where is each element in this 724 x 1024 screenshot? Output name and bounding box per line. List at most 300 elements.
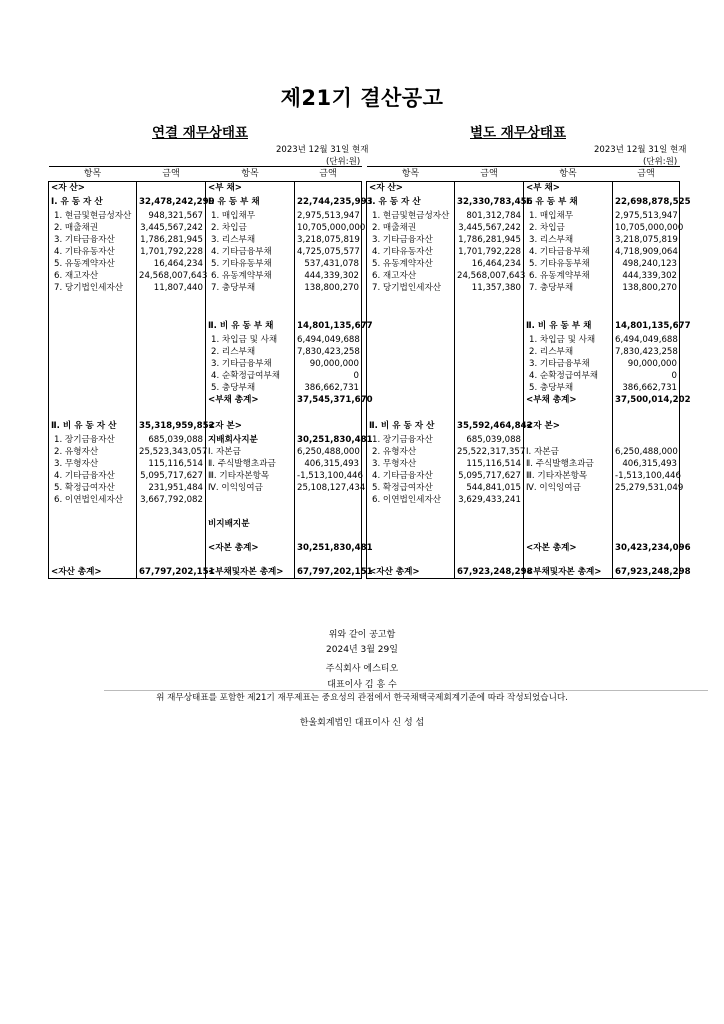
table-row bbox=[49, 494, 362, 506]
amount-cell bbox=[613, 406, 680, 418]
table-row bbox=[49, 370, 362, 382]
table-row bbox=[367, 446, 680, 458]
amount-cell: 3,218,075,819 bbox=[295, 234, 362, 246]
table-row bbox=[367, 542, 680, 554]
amount-cell bbox=[137, 406, 206, 418]
table-row bbox=[49, 358, 362, 370]
amount-cell: 3,629,433,241 bbox=[455, 494, 524, 506]
table-row bbox=[49, 346, 362, 358]
amount-cell bbox=[455, 318, 524, 334]
amount-cell: 7,830,423,258 bbox=[613, 346, 680, 358]
table-row bbox=[367, 566, 680, 579]
amount-cell: 386,662,731 bbox=[295, 382, 362, 394]
table-row bbox=[49, 518, 362, 530]
table-row bbox=[367, 518, 680, 530]
amount-cell: -1,513,100,446 bbox=[295, 470, 362, 482]
amount-cell: 35,592,464,842 bbox=[455, 418, 524, 434]
table-row bbox=[367, 246, 680, 258]
item-cell: <부 채> bbox=[524, 182, 613, 195]
amount-cell bbox=[295, 306, 362, 318]
amount-cell bbox=[137, 382, 206, 394]
item-cell: 2. 리스부채 bbox=[524, 346, 613, 358]
amount-cell bbox=[455, 346, 524, 358]
item-cell bbox=[524, 506, 613, 518]
amount-cell: 406,315,493 bbox=[613, 458, 680, 470]
amount-cell bbox=[455, 518, 524, 530]
amount-cell: 90,000,000 bbox=[295, 358, 362, 370]
amount-cell: 444,339,302 bbox=[613, 270, 680, 282]
audit-note: 위 재무상태표를 포함한 제21기 재무제표는 중요성의 관점에서 한국채택국제회계기준에 따라 작성되었습니다. bbox=[156, 693, 568, 703]
table-row bbox=[367, 234, 680, 246]
amount-cell: 406,315,493 bbox=[295, 458, 362, 470]
amount-cell: 3,667,792,082 bbox=[137, 494, 206, 506]
table-row bbox=[367, 554, 680, 566]
amount-cell: 10,705,000,000 bbox=[613, 222, 680, 234]
amount-cell: 801,312,784 bbox=[455, 210, 524, 222]
table-row bbox=[367, 458, 680, 470]
column-header: 항목 bbox=[524, 167, 613, 182]
item-cell bbox=[367, 542, 455, 554]
amount-cell bbox=[137, 182, 206, 195]
table-row bbox=[367, 222, 680, 234]
table-row bbox=[49, 318, 362, 334]
table-row bbox=[367, 282, 680, 294]
item-cell: 비지배지분 bbox=[206, 518, 295, 530]
table-row bbox=[367, 406, 680, 418]
item-cell bbox=[367, 530, 455, 542]
item-cell: 4. 기타금융부채 bbox=[524, 246, 613, 258]
item-cell: 7. 당기법인세자산 bbox=[49, 282, 137, 294]
item-cell bbox=[49, 358, 137, 370]
amount-cell bbox=[613, 494, 680, 506]
item-cell: <자산 총계> bbox=[367, 566, 455, 579]
consolidated-heading: 연결 재무상태표 bbox=[152, 125, 248, 141]
separate-balance-sheet bbox=[366, 166, 691, 579]
amount-cell bbox=[613, 554, 680, 566]
amount-cell: 1,701,792,228 bbox=[455, 246, 524, 258]
amount-cell: 32,478,242,299 bbox=[137, 194, 206, 210]
amount-cell bbox=[137, 530, 206, 542]
amount-cell: 16,464,234 bbox=[455, 258, 524, 270]
amount-cell: 115,116,514 bbox=[137, 458, 206, 470]
item-cell bbox=[49, 554, 137, 566]
amount-cell: 67,923,248,298 bbox=[613, 566, 680, 579]
amount-cell: 138,800,270 bbox=[613, 282, 680, 294]
item-cell: 5. 유동계약자산 bbox=[367, 258, 455, 270]
table-row bbox=[49, 542, 362, 554]
amount-cell: 498,240,123 bbox=[613, 258, 680, 270]
amount-cell: 24,568,007,643 bbox=[455, 270, 524, 282]
amount-cell: 948,321,567 bbox=[137, 210, 206, 222]
amount-cell bbox=[455, 334, 524, 346]
amount-cell: 231,951,484 bbox=[137, 482, 206, 494]
amount-cell: 6,250,488,000 bbox=[295, 446, 362, 458]
amount-cell bbox=[137, 318, 206, 334]
amount-cell: 4,718,909,064 bbox=[613, 246, 680, 258]
item-cell bbox=[367, 518, 455, 530]
table-row bbox=[367, 434, 680, 446]
column-header: 항목 bbox=[206, 167, 295, 182]
amount-cell: 537,431,078 bbox=[295, 258, 362, 270]
item-cell: 5. 충당부채 bbox=[524, 382, 613, 394]
amount-cell: 2,975,513,947 bbox=[613, 210, 680, 222]
item-cell: 1. 현금및현금성자산 bbox=[49, 210, 137, 222]
item-cell: 3. 기타금융부채 bbox=[206, 358, 295, 370]
item-cell bbox=[524, 530, 613, 542]
amount-cell: 6,494,049,688 bbox=[295, 334, 362, 346]
item-cell bbox=[524, 294, 613, 306]
consolidated-unit: (단위:원) bbox=[326, 157, 361, 167]
item-cell: 1. 매입채무 bbox=[206, 210, 295, 222]
table-row bbox=[367, 346, 680, 358]
table-row bbox=[367, 482, 680, 494]
item-cell: Ⅳ. 이익잉여금 bbox=[206, 482, 295, 494]
table-row bbox=[49, 258, 362, 270]
item-cell: Ⅰ. 유 동 부 채 bbox=[524, 194, 613, 210]
amount-cell: -1,513,100,446 bbox=[613, 470, 680, 482]
amount-cell bbox=[137, 358, 206, 370]
amount-cell bbox=[613, 530, 680, 542]
column-header: 금액 bbox=[455, 167, 524, 182]
amount-cell: 11,807,440 bbox=[137, 282, 206, 294]
table-row bbox=[367, 358, 680, 370]
item-cell: 5. 확정급여자산 bbox=[367, 482, 455, 494]
table-row bbox=[367, 418, 680, 434]
table-row bbox=[49, 382, 362, 394]
table-row bbox=[367, 318, 680, 334]
consolidated-balance-sheet bbox=[48, 166, 373, 579]
amount-cell bbox=[137, 506, 206, 518]
amount-cell: 1,701,792,228 bbox=[137, 246, 206, 258]
item-cell: <부채및자본 총계> bbox=[206, 566, 295, 579]
item-cell: 6. 이연법인세자산 bbox=[49, 494, 137, 506]
item-cell: 2. 유형자산 bbox=[49, 446, 137, 458]
amount-cell bbox=[295, 406, 362, 418]
item-cell: 4. 기타금융부채 bbox=[206, 246, 295, 258]
amount-cell bbox=[295, 518, 362, 530]
item-cell: Ⅱ. 비 유 동 자 산 bbox=[49, 418, 137, 434]
table-row bbox=[49, 530, 362, 542]
table-row bbox=[49, 210, 362, 222]
amount-cell bbox=[455, 406, 524, 418]
amount-cell bbox=[137, 394, 206, 406]
item-cell: <부채 총계> bbox=[524, 394, 613, 406]
item-cell bbox=[367, 346, 455, 358]
item-cell: 2. 매출채권 bbox=[367, 222, 455, 234]
amount-cell bbox=[455, 370, 524, 382]
amount-cell: 25,523,343,057 bbox=[137, 446, 206, 458]
item-cell bbox=[49, 294, 137, 306]
amount-cell: 25,279,531,049 bbox=[613, 482, 680, 494]
item-cell: 4. 기타유동자산 bbox=[367, 246, 455, 258]
item-cell: 6. 유동계약부채 bbox=[524, 270, 613, 282]
item-cell bbox=[524, 554, 613, 566]
amount-cell: 22,744,235,993 bbox=[295, 194, 362, 210]
item-cell: 1. 차입금 및 사채 bbox=[206, 334, 295, 346]
item-cell: <자산 총계> bbox=[49, 566, 137, 579]
amount-cell: 67,797,202,151 bbox=[137, 566, 206, 579]
item-cell: <자 산> bbox=[49, 182, 137, 195]
amount-cell bbox=[455, 294, 524, 306]
item-cell bbox=[49, 506, 137, 518]
item-cell: 3. 기타금융자산 bbox=[49, 234, 137, 246]
item-cell: 지배회사지분 bbox=[206, 434, 295, 446]
amount-cell: 16,464,234 bbox=[137, 258, 206, 270]
table-row bbox=[49, 334, 362, 346]
table-row bbox=[49, 446, 362, 458]
announcement-date: 2024년 3월 29일 bbox=[326, 645, 398, 655]
item-cell bbox=[206, 406, 295, 418]
item-cell: 6. 유동계약부채 bbox=[206, 270, 295, 282]
amount-cell bbox=[295, 506, 362, 518]
amount-cell bbox=[137, 518, 206, 530]
item-cell: Ⅱ. 비 유 동 자 산 bbox=[367, 418, 455, 434]
amount-cell bbox=[455, 394, 524, 406]
amount-cell bbox=[295, 554, 362, 566]
column-header: 항목 bbox=[367, 167, 455, 182]
table-row bbox=[49, 458, 362, 470]
table-header-row bbox=[49, 167, 362, 182]
item-cell: Ⅰ. 유 동 부 채 bbox=[206, 194, 295, 210]
item-cell bbox=[367, 394, 455, 406]
table-row bbox=[49, 306, 362, 318]
amount-cell bbox=[137, 346, 206, 358]
item-cell: <부채 총계> bbox=[206, 394, 295, 406]
consolidated-date: 2023년 12월 31일 현재 bbox=[276, 145, 369, 155]
item-cell: 3. 무형자산 bbox=[367, 458, 455, 470]
table-row bbox=[367, 382, 680, 394]
item-cell: <자 산> bbox=[367, 182, 455, 195]
item-cell bbox=[367, 358, 455, 370]
auditor-signature: 한울회계법인 대표이사 신 성 섭 bbox=[299, 718, 425, 728]
item-cell: 4. 순확정급여부채 bbox=[524, 370, 613, 382]
item-cell bbox=[524, 434, 613, 446]
amount-cell bbox=[613, 518, 680, 530]
item-cell: 2. 매출채권 bbox=[49, 222, 137, 234]
item-cell bbox=[367, 294, 455, 306]
item-cell bbox=[49, 394, 137, 406]
item-cell: <자본 총계> bbox=[524, 542, 613, 554]
item-cell bbox=[49, 318, 137, 334]
item-cell bbox=[367, 406, 455, 418]
amount-cell: 1,786,281,945 bbox=[455, 234, 524, 246]
amount-cell: 1,786,281,945 bbox=[137, 234, 206, 246]
amount-cell bbox=[613, 306, 680, 318]
amount-cell: 30,251,830,481 bbox=[295, 542, 362, 554]
amount-cell bbox=[295, 418, 362, 434]
amount-cell bbox=[613, 434, 680, 446]
table-row bbox=[367, 530, 680, 542]
table-row bbox=[367, 270, 680, 282]
amount-cell bbox=[613, 506, 680, 518]
item-cell bbox=[49, 530, 137, 542]
item-cell bbox=[49, 406, 137, 418]
table-row bbox=[49, 270, 362, 282]
item-cell bbox=[206, 294, 295, 306]
item-cell: <자본 총계> bbox=[206, 542, 295, 554]
item-cell: 5. 기타유동부채 bbox=[206, 258, 295, 270]
amount-cell: 4,725,075,577 bbox=[295, 246, 362, 258]
item-cell: Ⅱ. 비 유 동 부 채 bbox=[206, 318, 295, 334]
amount-cell: 90,000,000 bbox=[613, 358, 680, 370]
item-cell bbox=[367, 382, 455, 394]
amount-cell bbox=[137, 542, 206, 554]
item-cell: 1. 차입금 및 사채 bbox=[524, 334, 613, 346]
item-cell: 3. 기타금융자산 bbox=[367, 234, 455, 246]
amount-cell: 24,568,007,643 bbox=[137, 270, 206, 282]
table-row bbox=[49, 566, 362, 579]
item-cell bbox=[524, 306, 613, 318]
table-row bbox=[367, 306, 680, 318]
amount-cell bbox=[295, 182, 362, 195]
item-cell: 4. 순확정급여부채 bbox=[206, 370, 295, 382]
amount-cell: 115,116,514 bbox=[455, 458, 524, 470]
amount-cell: 35,318,959,852 bbox=[137, 418, 206, 434]
amount-cell: 3,218,075,819 bbox=[613, 234, 680, 246]
amount-cell: 386,662,731 bbox=[613, 382, 680, 394]
table-row bbox=[49, 506, 362, 518]
item-cell: Ⅲ. 기타자본항목 bbox=[524, 470, 613, 482]
amount-cell: 30,251,830,481 bbox=[295, 434, 362, 446]
amount-cell bbox=[137, 370, 206, 382]
amount-cell bbox=[295, 530, 362, 542]
item-cell: Ⅳ. 이익잉여금 bbox=[524, 482, 613, 494]
amount-cell: 138,800,270 bbox=[295, 282, 362, 294]
amount-cell: 14,801,135,677 bbox=[613, 318, 680, 334]
item-cell: 3. 무형자산 bbox=[49, 458, 137, 470]
item-cell: 1. 장기금융자산 bbox=[367, 434, 455, 446]
item-cell: 3. 리스부채 bbox=[206, 234, 295, 246]
item-cell: 2. 유형자산 bbox=[367, 446, 455, 458]
item-cell bbox=[206, 306, 295, 318]
item-cell: <부채및자본 총계> bbox=[524, 566, 613, 579]
item-cell bbox=[367, 554, 455, 566]
item-cell: <자 본> bbox=[524, 418, 613, 434]
amount-cell: 32,330,783,456 bbox=[455, 194, 524, 210]
item-cell: Ⅰ. 자본금 bbox=[206, 446, 295, 458]
amount-cell: 685,039,088 bbox=[137, 434, 206, 446]
table-row bbox=[367, 506, 680, 518]
item-cell: 4. 기타유동자산 bbox=[49, 246, 137, 258]
item-cell: 3. 기타금융부채 bbox=[524, 358, 613, 370]
item-cell bbox=[367, 306, 455, 318]
item-cell: 2. 리스부채 bbox=[206, 346, 295, 358]
amount-cell: 25,108,127,434 bbox=[295, 482, 362, 494]
amount-cell: 14,801,135,677 bbox=[295, 318, 362, 334]
table-row bbox=[49, 418, 362, 434]
table-row bbox=[49, 554, 362, 566]
amount-cell: 685,039,088 bbox=[455, 434, 524, 446]
amount-cell bbox=[613, 294, 680, 306]
item-cell: 6. 이연법인세자산 bbox=[367, 494, 455, 506]
amount-cell bbox=[137, 334, 206, 346]
table-row bbox=[367, 258, 680, 270]
item-cell bbox=[367, 318, 455, 334]
item-cell bbox=[524, 494, 613, 506]
item-cell bbox=[367, 506, 455, 518]
amount-cell: 11,357,380 bbox=[455, 282, 524, 294]
item-cell: 1. 현금및현금성자산 bbox=[367, 210, 455, 222]
amount-cell bbox=[295, 494, 362, 506]
item-cell: 5. 유동계약자산 bbox=[49, 258, 137, 270]
table-row bbox=[367, 334, 680, 346]
item-cell: Ⅰ. 유 동 자 산 bbox=[367, 194, 455, 210]
item-cell: 1. 매입채무 bbox=[524, 210, 613, 222]
amount-cell: 67,923,248,298 bbox=[455, 566, 524, 579]
amount-cell: 3,445,567,242 bbox=[137, 222, 206, 234]
table-row bbox=[367, 470, 680, 482]
item-cell bbox=[49, 542, 137, 554]
table-row bbox=[367, 394, 680, 406]
item-cell: 2. 차입금 bbox=[206, 222, 295, 234]
table-row bbox=[367, 182, 680, 195]
table-row bbox=[49, 434, 362, 446]
item-cell bbox=[49, 346, 137, 358]
amount-cell bbox=[613, 418, 680, 434]
item-cell: 3. 리스부채 bbox=[524, 234, 613, 246]
separate-unit: (단위:원) bbox=[643, 157, 678, 167]
amount-cell: 67,797,202,151 bbox=[295, 566, 362, 579]
amount-cell: 7,830,423,258 bbox=[295, 346, 362, 358]
item-cell: 6. 재고자산 bbox=[49, 270, 137, 282]
amount-cell: 22,698,878,525 bbox=[613, 194, 680, 210]
page-title: 제21기 결산공고 bbox=[280, 86, 444, 110]
amount-cell: 6,250,488,000 bbox=[613, 446, 680, 458]
item-cell: 7. 충당부채 bbox=[206, 282, 295, 294]
announcement-line: 위와 같이 공고함 bbox=[328, 630, 396, 640]
amount-cell bbox=[295, 294, 362, 306]
item-cell bbox=[206, 530, 295, 542]
table-row bbox=[49, 394, 362, 406]
column-header: 금액 bbox=[613, 167, 680, 182]
item-cell: 5. 확정급여자산 bbox=[49, 482, 137, 494]
table-row bbox=[49, 246, 362, 258]
item-cell: 7. 충당부채 bbox=[524, 282, 613, 294]
item-cell bbox=[49, 518, 137, 530]
amount-cell: 0 bbox=[295, 370, 362, 382]
item-cell bbox=[49, 306, 137, 318]
separate-heading: 별도 재무상태표 bbox=[470, 125, 566, 141]
item-cell: 7. 당기법인세자산 bbox=[367, 282, 455, 294]
ceo-name: 대표이사 김 흥 수 bbox=[327, 680, 397, 690]
amount-cell bbox=[613, 182, 680, 195]
item-cell bbox=[367, 370, 455, 382]
item-cell: 2. 차입금 bbox=[524, 222, 613, 234]
item-cell: 1. 장기금융자산 bbox=[49, 434, 137, 446]
amount-cell: 2,975,513,947 bbox=[295, 210, 362, 222]
item-cell bbox=[49, 334, 137, 346]
item-cell: Ⅱ. 주식발행초과금 bbox=[524, 458, 613, 470]
column-header: 금액 bbox=[295, 167, 362, 182]
item-cell bbox=[524, 406, 613, 418]
amount-cell: 37,545,371,670 bbox=[295, 394, 362, 406]
item-cell: <자 본> bbox=[206, 418, 295, 434]
table-row bbox=[367, 210, 680, 222]
item-cell bbox=[524, 518, 613, 530]
item-cell bbox=[49, 370, 137, 382]
amount-cell bbox=[455, 506, 524, 518]
item-cell: 4. 기타금융자산 bbox=[367, 470, 455, 482]
table-row bbox=[49, 482, 362, 494]
column-header: 금액 bbox=[137, 167, 206, 182]
item-cell: 5. 충당부채 bbox=[206, 382, 295, 394]
amount-cell: 444,339,302 bbox=[295, 270, 362, 282]
item-cell bbox=[206, 494, 295, 506]
item-cell: 5. 기타유동부채 bbox=[524, 258, 613, 270]
table-row bbox=[49, 194, 362, 210]
table-row bbox=[367, 370, 680, 382]
amount-cell bbox=[455, 306, 524, 318]
